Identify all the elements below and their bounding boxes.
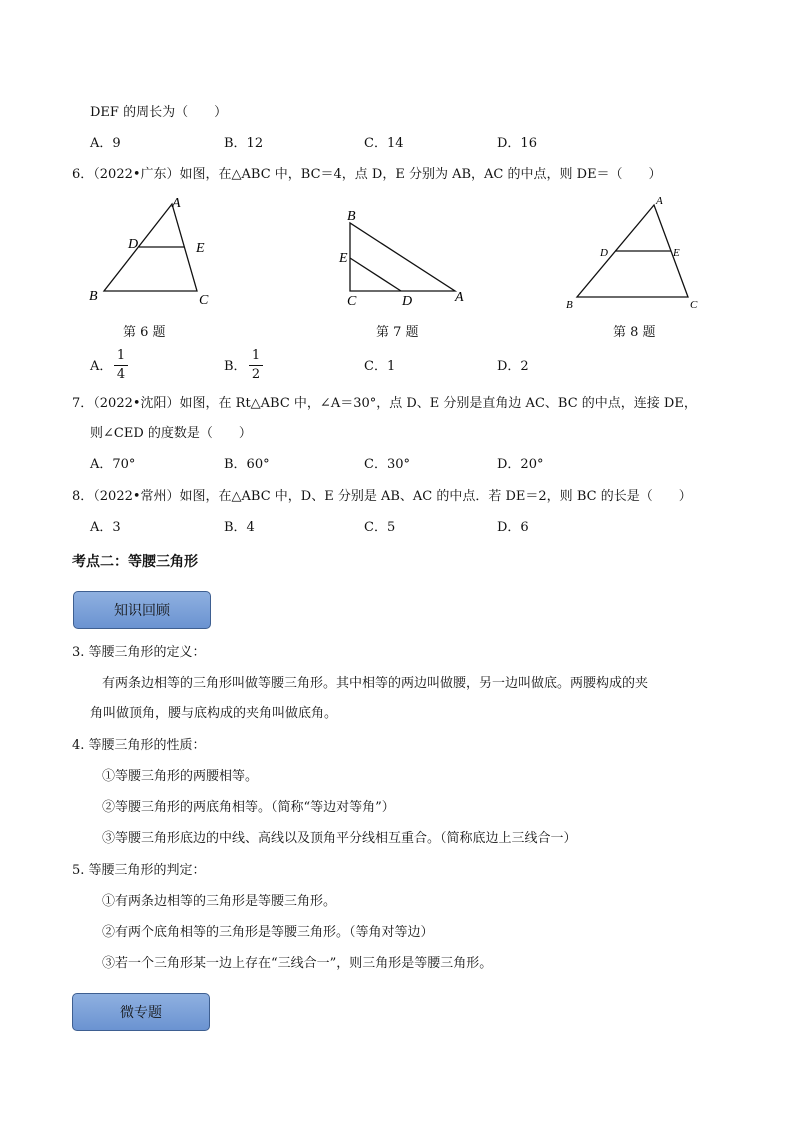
figure-6 xyxy=(89,196,209,308)
q6-b-denominator: 2 xyxy=(251,367,261,382)
q8-option-a[interactable]: A．3 xyxy=(90,520,121,535)
figure-7 xyxy=(338,209,464,309)
fig7-label-a: A xyxy=(455,290,464,305)
fig8-caption: 第 8 题 xyxy=(613,325,656,340)
section-title: 考点二：等腰三角形 xyxy=(72,554,198,570)
fig6-label-b: B xyxy=(89,289,98,304)
q6-option-c[interactable]: C．1 xyxy=(364,359,396,374)
definition-title: 3. 等腰三角形的定义： xyxy=(72,645,206,660)
q6-option-a-prefix[interactable]: A． xyxy=(90,359,113,374)
q7-stem-line1: 7．（2022•沈阳）如图，在 Rt△ABC 中，∠A＝30°，点 D、E 分别是直角边 AC、BC 的中点，连接 DE， xyxy=(72,396,697,411)
fig6-caption: 第 6 题 xyxy=(123,325,166,340)
fig8-label-c: C xyxy=(690,299,698,311)
q6-option-a-fraction xyxy=(114,348,128,383)
fig8-label-a: A xyxy=(656,195,663,207)
q7-option-c[interactable]: C．30° xyxy=(364,457,410,472)
fig7-label-b: B xyxy=(347,209,356,224)
definition-line-1: 有两条边相等的三角形叫做等腰三角形。其中相等的两边叫做腰，另一边叫做底。两腰构成的夹 xyxy=(102,676,649,691)
q7-option-d[interactable]: D．20° xyxy=(497,457,544,472)
property-3: ③等腰三角形底边的中线、高线以及顶角平分线相互重合。（简称底边上三线合一） xyxy=(102,831,577,846)
fig8-label-b: B xyxy=(566,299,573,311)
q6-stem: 6．（2022•广东）如图，在△ABC 中，BC＝4，点 D，E 分别为 AB，AC 的中点，则 DE＝（ ） xyxy=(72,167,662,182)
special-topic-button[interactable]: 微专题 xyxy=(72,993,210,1031)
fig6-label-a: A xyxy=(172,196,181,211)
q6-option-b-prefix[interactable]: B． xyxy=(224,359,247,374)
fig7-caption: 第 7 题 xyxy=(376,325,419,340)
fig7-label-d: D xyxy=(402,294,413,309)
q5-stem-tail: DEF 的周长为（ ） xyxy=(90,105,228,120)
q7-stem-line2: 则∠CED 的度数是（ ） xyxy=(90,426,252,441)
judgement-title: 5. 等腰三角形的判定： xyxy=(72,863,206,878)
fig7-label-e: E xyxy=(339,251,348,266)
property-1: ①等腰三角形的两腰相等。 xyxy=(102,769,259,784)
q6-b-numerator: 1 xyxy=(251,348,261,363)
judgement-1: ①有两条边相等的三角形是等腰三角形。 xyxy=(102,894,337,909)
fig7-segment-de xyxy=(350,258,401,291)
q6-option-b-fraction xyxy=(249,348,263,383)
fig8-label-d: D xyxy=(600,247,608,259)
judgement-3: ③若一个三角形某一边上存在“三线合一”，则三角形是等腰三角形。 xyxy=(102,956,493,971)
property-2: ②等腰三角形的两底角相等。（简称“等边对等角”） xyxy=(102,800,395,815)
fig8-label-e: E xyxy=(673,247,680,259)
q8-stem: 8．（2022•常州）如图，在△ABC 中，D、E 分别是 AB、AC 的中点．若 DE＝2，则 BC 的长是（ ） xyxy=(72,489,692,504)
q8-option-b[interactable]: B．4 xyxy=(224,520,255,535)
knowledge-review-button[interactable]: 知识回顾 xyxy=(73,591,211,629)
definition-line-2: 角叫做顶角，腰与底构成的夹角叫做底角。 xyxy=(90,706,338,721)
q6-a-denominator: 4 xyxy=(116,367,126,382)
fig6-label-e: E xyxy=(196,241,205,256)
q7-option-b[interactable]: B．60° xyxy=(224,457,270,472)
q7-option-a[interactable]: A．70° xyxy=(90,457,136,472)
q8-option-d[interactable]: D．6 xyxy=(497,520,529,535)
fig6-label-c: C xyxy=(199,293,209,308)
q6-a-numerator: 1 xyxy=(116,348,126,363)
q5-option-b[interactable]: B．12 xyxy=(224,136,264,151)
fig6-label-d: D xyxy=(128,237,139,252)
q8-option-c[interactable]: C．5 xyxy=(364,520,396,535)
judgement-2: ②有两个底角相等的三角形是等腰三角形。（等角对等边） xyxy=(102,925,434,940)
q6-option-d[interactable]: D．2 xyxy=(497,359,529,374)
q5-option-a[interactable]: A．9 xyxy=(90,136,121,151)
property-title: 4. 等腰三角形的性质： xyxy=(72,738,206,753)
q5-option-c[interactable]: C．14 xyxy=(364,136,404,151)
q5-option-d[interactable]: D．16 xyxy=(497,136,537,151)
fig7-label-c: C xyxy=(347,294,357,309)
fig7-triangle xyxy=(350,223,455,291)
figure-8 xyxy=(566,195,698,311)
